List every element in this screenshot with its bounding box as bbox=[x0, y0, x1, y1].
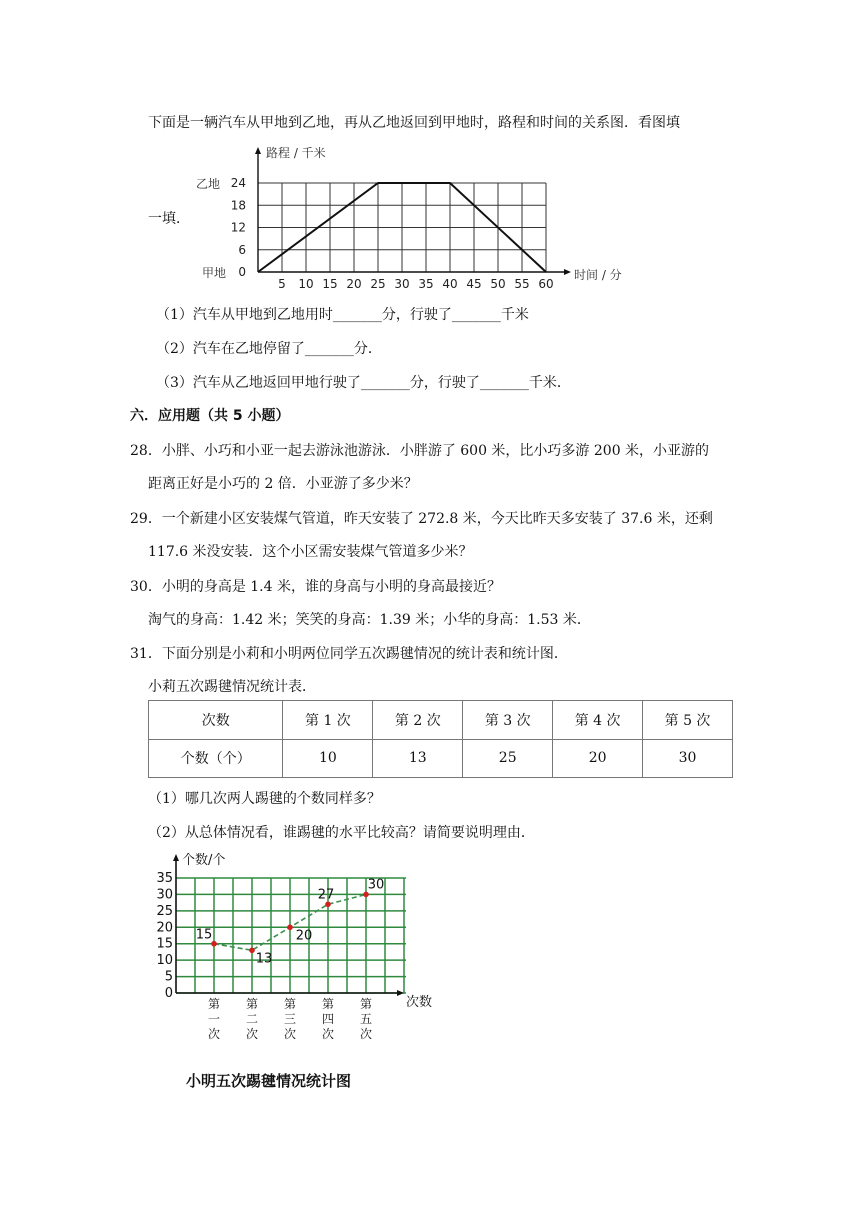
problem-31-line1: 31．下面分别是小莉和小明两位同学五次踢毽情况的统计表和统计图． bbox=[130, 646, 568, 662]
chart1-y-tick-label: 18 bbox=[230, 198, 246, 213]
table-cell: 10 bbox=[283, 739, 373, 778]
chart2-x-tick-label: 次 bbox=[321, 1027, 335, 1041]
question-2: （2）汽车在乙地停留了_______分． bbox=[156, 341, 382, 357]
table-header-cell: 第 3 次 bbox=[463, 701, 553, 740]
chart2-point bbox=[287, 924, 293, 930]
chart2-x-tick-label: 次 bbox=[207, 1027, 221, 1041]
chart2-data-label: 15 bbox=[195, 927, 213, 943]
question-1: （1）汽车从甲地到乙地用时_______分，行驶了_______千米 bbox=[156, 307, 529, 323]
chart2-y-tick-label: 10 bbox=[156, 953, 173, 969]
chart2-x-tick-label: 第 bbox=[245, 997, 259, 1011]
chart1-x-tick-label: 45 bbox=[466, 277, 482, 290]
chart2-x-tick-label: 次 bbox=[245, 1027, 259, 1041]
chart2-xlabel: 次数 bbox=[406, 995, 433, 1010]
chart1-grid bbox=[258, 183, 546, 272]
chart2-x-tick-label: 一 bbox=[207, 1012, 221, 1026]
chart2-data-label: 13 bbox=[255, 951, 273, 967]
sub-question-1: （1）哪几次两人踢毽的个数同样多？ bbox=[148, 791, 381, 807]
chart1-bottom-place: 甲地 bbox=[202, 266, 227, 280]
problem-30-line1: 30．小明的身高是 1.4 米，谁的身高与小明的身高最接近？ bbox=[130, 579, 501, 595]
chart2-data-label: 20 bbox=[295, 928, 313, 944]
chart1-top-place: 乙地 bbox=[196, 177, 221, 191]
chart2-y-tick-label: 35 bbox=[156, 871, 173, 886]
chart1-xlabel: 时间 / 分 bbox=[574, 268, 622, 282]
chart2-y-tick-label: 0 bbox=[164, 986, 173, 1001]
chart2-x-tick-label: 二 bbox=[245, 1012, 259, 1026]
chart2-x-tick-label: 次 bbox=[359, 1027, 373, 1041]
section-title: 六．应用题（共 5 小题） bbox=[130, 408, 290, 424]
chart2-data-label: 30 bbox=[367, 877, 385, 893]
table-cell: 30 bbox=[643, 739, 733, 778]
chart2-x-tick-label: 五 bbox=[359, 1012, 373, 1026]
distance-time-chart bbox=[190, 140, 650, 290]
table-header-cell: 第 1 次 bbox=[283, 701, 373, 740]
problem-28-line1: 28．小胖、小巧和小亚一起去游泳池游泳．小胖游了 600 米，比小巧多游 200 米，小亚游的 bbox=[130, 443, 710, 459]
chart2-x-tick-label: 第 bbox=[283, 997, 297, 1011]
chart2-x-tick-label: 三 bbox=[283, 1012, 297, 1026]
chart1-x-arrow bbox=[564, 269, 571, 275]
chart1-x-tick-label: 40 bbox=[442, 277, 458, 290]
sub-question-2: （2）从总体情况看，谁踢毽的水平比较高？请简要说明理由． bbox=[148, 825, 535, 841]
kick-stats-table bbox=[148, 700, 733, 778]
chart2-x-tick-label: 第 bbox=[359, 997, 373, 1011]
chart1-x-tick-label: 10 bbox=[298, 277, 314, 290]
problem-30-line2: 淘气的身高：1.42 米；笑笑的身高：1.39 米；小华的身高：1.53 米． bbox=[148, 612, 591, 628]
table-header-cell: 次数 bbox=[149, 701, 283, 740]
problem-31-line2: 小莉五次踢毽情况统计表． bbox=[148, 679, 316, 695]
chart1-y-tick-label: 24 bbox=[230, 176, 246, 190]
chart1-axes bbox=[255, 147, 571, 275]
chart1-x-tick-label: 35 bbox=[418, 277, 434, 290]
chart1-y-arrow bbox=[255, 147, 261, 154]
problem-29-line1: 29．一个新建小区安装煤气管道，昨天安装了 272.8 米，今天比昨天多安装了 37.6 米，还剩 bbox=[130, 511, 713, 527]
table-cell: 13 bbox=[373, 739, 463, 778]
chart1-y-tick-label: 0 bbox=[238, 265, 246, 279]
chart2-y-tick-label: 15 bbox=[156, 936, 173, 952]
problem-29-line2: 117.6 米没安装．这个小区需安装煤气管道多少米？ bbox=[148, 544, 473, 560]
problem-28-line2: 距离正好是小巧的 2 倍．小亚游了多少米？ bbox=[148, 476, 418, 492]
table-header-cell: 第 2 次 bbox=[373, 701, 463, 740]
question-3: （3）汽车从乙地返回甲地行驶了_______分，行驶了_______千米． bbox=[156, 375, 571, 391]
chart2-y-tick-label: 25 bbox=[156, 903, 173, 919]
intro-text-line2: 一填． bbox=[148, 211, 190, 227]
table-row bbox=[149, 739, 733, 778]
chart1-ylabel: 路程 / 千米 bbox=[266, 146, 326, 160]
chart2-y-tick-label: 30 bbox=[156, 887, 173, 903]
chart2-x-tick-label: 四 bbox=[321, 1012, 335, 1026]
chart2-data-label: 27 bbox=[317, 887, 335, 903]
chart1-x-tick-label: 5 bbox=[278, 277, 286, 290]
chart2-x-tick-label: 次 bbox=[283, 1027, 297, 1041]
chart2-point bbox=[325, 901, 331, 907]
chart1-x-tick-label: 30 bbox=[394, 277, 410, 290]
table-header-row bbox=[149, 701, 733, 740]
chart1-y-tick-label: 6 bbox=[238, 242, 246, 257]
kick-count-chart bbox=[148, 850, 448, 1042]
chart2-x-tick-label: 第 bbox=[321, 997, 335, 1011]
chart1-x-tick-label: 55 bbox=[514, 277, 530, 290]
chart2-y-tick-label: 5 bbox=[164, 969, 173, 985]
table-header-cell: 第 4 次 bbox=[553, 701, 643, 740]
intro-text-line1: 下面是一辆汽车从甲地到乙地，再从乙地返回到甲地时，路程和时间的关系图．看图填 bbox=[148, 115, 680, 131]
chart1-x-tick-label: 25 bbox=[370, 277, 386, 290]
chart2-y-tick-label: 20 bbox=[156, 920, 173, 936]
table-cell: 25 bbox=[463, 739, 553, 778]
chart2-title: 小明五次踢毽情况统计图 bbox=[186, 1072, 352, 1090]
chart1-y-tick-label: 12 bbox=[230, 220, 246, 235]
table-cell: 个数（个） bbox=[149, 739, 283, 778]
chart1-x-tick-label: 50 bbox=[490, 277, 506, 290]
chart2-point bbox=[363, 892, 369, 898]
chart1-x-tick-label: 15 bbox=[322, 277, 338, 290]
chart2-x-tick-label: 第 bbox=[207, 997, 221, 1011]
chart2-point bbox=[249, 947, 255, 953]
table-header-cell: 第 5 次 bbox=[643, 701, 733, 740]
chart1-x-tick-label: 60 bbox=[538, 277, 554, 290]
chart2-ylabel: 个数/个 bbox=[182, 853, 226, 868]
table-cell: 20 bbox=[553, 739, 643, 778]
chart1-x-tick-label: 20 bbox=[346, 277, 362, 290]
